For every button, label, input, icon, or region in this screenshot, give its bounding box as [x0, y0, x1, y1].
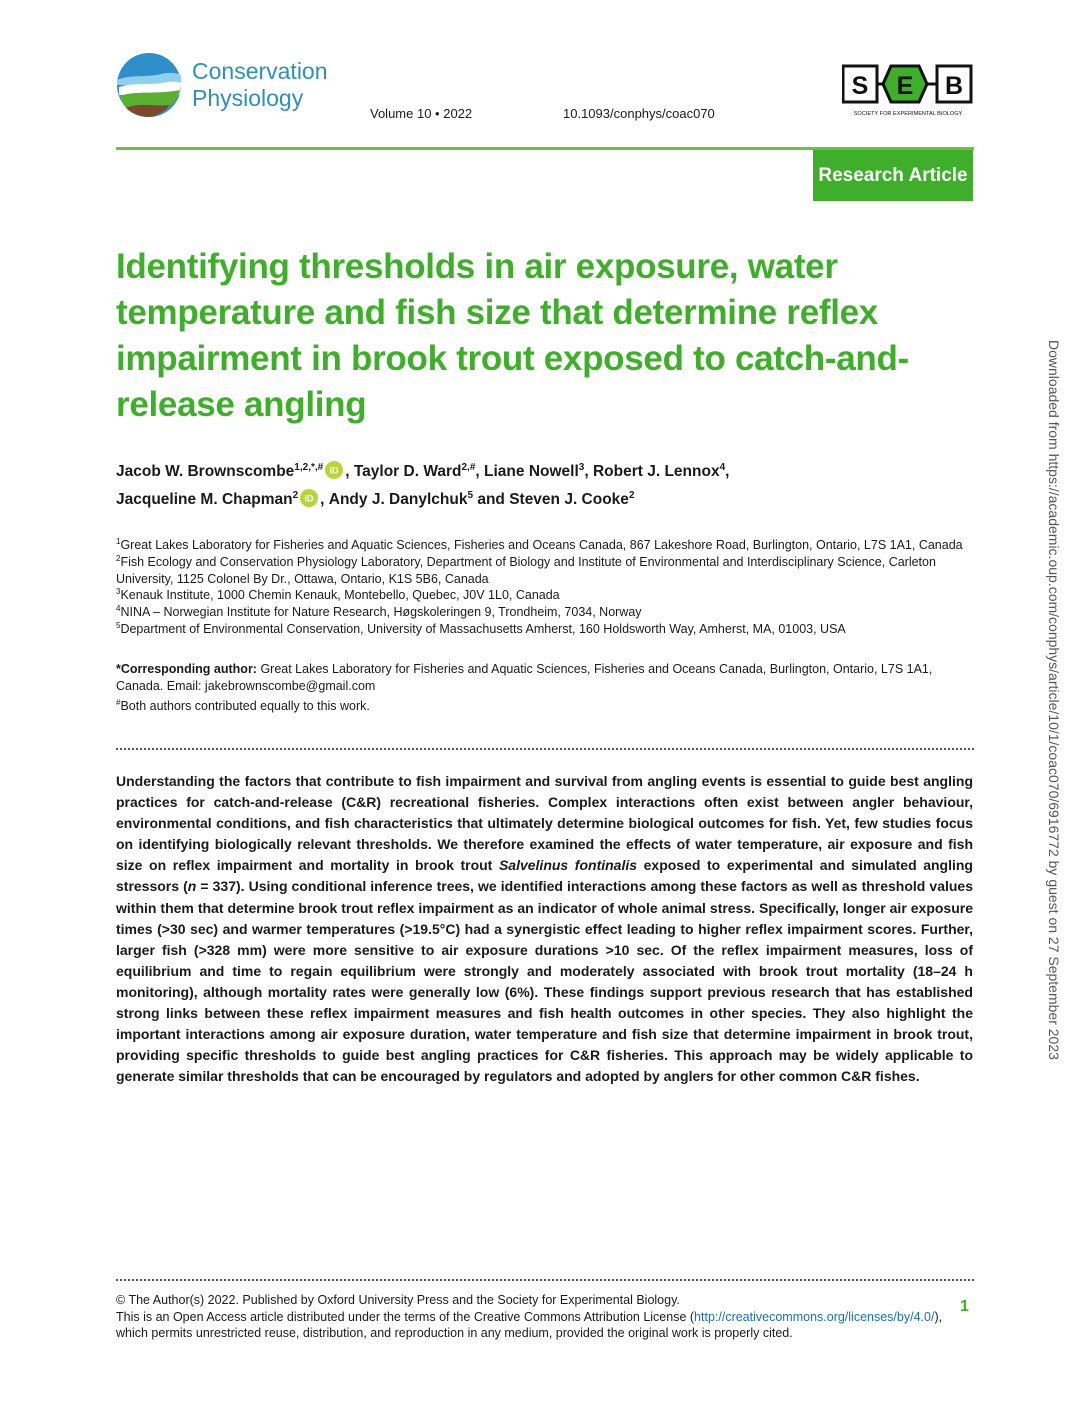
abstract: Understanding the factors that contribute to fish impairment and survival from angling events is essential to guide best angling practices for catch-and-release (C&R) recreational fisheries. Complex interactions often exist between angler behaviour, environmental conditions, and fish characteristics that ultimately determine biological outcomes for fish. Yet, few studies focus on identifying biologically relevant thresholds. We therefore examined the effects of water temperature, air exposure and fish size on reflex impairment and mortality in brook trout Salvelinus fontinalis exposed to experimental and simulated angling stressors (n = 337). Using conditional inference trees, we identified interactions among these factors as well as threshold values within them that determine brook trout reflex impairment as an indicator of whole animal stress. Specifically, longer air exposure times (>30 sec) and warmer temperatures (>19.5°C) had a synergistic effect leading to higher reflex impairment scores. Further, larger fish (>328 mm) were more sensitive to air exposure durations >10 sec. Of the reflex impairment measures, loss of equilibrium and time to regain equilibrium were strongly and moderately associated with brook trout mortality (18–24 h monitoring), although mortality rates were generally low (6%). These findings support previous research that has established strong links between these reflex impairment measures and fish health outcomes in other species. They also highlight the important interactions among air exposure duration, water temperature and fish size that determine impairment in brook trout, providing specific thresholds to guide best angling practices for C&R fisheries. This approach may be widely applicable to generate similar thresholds that can be encouraged by regulators and adopted by anglers for other common C&R fishes. — [116, 773, 973, 1085]
orcid-icon[interactable] — [300, 489, 318, 507]
journal-logo — [116, 52, 182, 118]
author-affiliation-mark: 2,# — [461, 461, 476, 473]
species-name: Salvelinus fontinalis — [498, 857, 638, 874]
svg-text:B: B — [944, 72, 964, 100]
article-title: Identifying thresholds in air exposure, water temperature and fish size that determine reflex impairment in brook trout exposed to catch-and-release angling — [116, 247, 909, 424]
seb-logo — [842, 64, 974, 118]
download-watermark: Downloaded from https://academic.oup.com/conphys/article/10/1/coac070/6916772 by guest on 27 September 2023 — [1046, 340, 1062, 1060]
volume-info: Volume 10 • 2022 — [370, 106, 473, 121]
author-affiliation-mark: 1,2,*,# — [294, 461, 324, 473]
svg-text:iD: iD — [329, 465, 339, 476]
author-name: Steven J. Cooke$^2$ — [509, 489, 635, 508]
article-type-badge: Research Article — [813, 150, 973, 201]
corresponding-label: *Corresponding author: — [116, 662, 257, 676]
svg-text:SOCIETY FOR EXPERIMENTAL BIOLO: SOCIETY FOR EXPERIMENTAL BIOLOGY — [853, 111, 963, 117]
svg-text:iD: iD — [304, 493, 314, 504]
author-name: Taylor D. Ward$^{2,\#}$, — [353, 461, 485, 480]
affiliation: $^4$NINA – Norwegian Institute for Nature Research, Høgskoleringen 9, Trondheim, 7034, Norway — [116, 604, 642, 620]
license-footer — [116, 1292, 956, 1342]
divider-bottom — [116, 1279, 974, 1281]
author-name: Jacqueline M. Chapman$^2$ iD , — [116, 489, 329, 508]
corresponding-author — [116, 661, 976, 715]
svg-text:S: S — [851, 72, 869, 100]
svg-text:E: E — [896, 72, 914, 100]
author-affiliation-mark: 2 — [628, 489, 635, 501]
author-affiliation-mark: 5 — [467, 489, 474, 501]
author-name: Andy J. Danylchuk$^5$ and — [328, 489, 510, 508]
author-affiliation-mark: 4 — [719, 461, 726, 473]
journal-name: Conservation Physiology — [192, 58, 328, 111]
copyright: © The Author(s) 2022. Published by Oxford University Press and the Society for Experimental Biology. — [116, 1293, 680, 1307]
author-name: Robert J. Lennox$^4$, — [592, 461, 730, 480]
equal-contrib-text: Both authors contributed equally to this work. — [120, 698, 370, 713]
license-text: This is an Open Access article distributed under the terms of the Creative Commons Attribution License (http://creativecommons.org/licenses/by/4.0/), which permits unrestricted reuse, distribution, and reproduction in any medium, provided the original work is properly cited. — [116, 1309, 943, 1340]
affiliations — [116, 537, 976, 638]
author-list — [116, 458, 976, 514]
author-affiliation-mark: 2 — [292, 489, 299, 501]
author-affiliation-mark: 3 — [578, 461, 585, 473]
corresponding-text: Great Lakes Laboratory for Fisheries and Aquatic Sciences, Fisheries and Oceans Canada, Burlington, Ontario, L7S 1A1, Canada. Email: jakebrownscombe@gmail.com — [116, 662, 933, 693]
divider-top — [116, 748, 974, 750]
affiliation: $^3$Kenauk Institute, 1000 Chemin Kenauk, Montebello, Quebec, J0V 1L0, Canada — [116, 587, 560, 603]
orcid-icon[interactable] — [325, 461, 343, 479]
doi: 10.1093/conphys/coac070 — [563, 106, 715, 121]
license-link[interactable]: http://creativecommons.org/licenses/by/4.0/ — [694, 1309, 935, 1324]
author-name: Liane Nowell$^3$, — [484, 461, 593, 480]
equal-contrib-mark: # — [116, 697, 121, 707]
affiliation: $^2$Fish Ecology and Conservation Physiology Laboratory, Department of Biology and Institute of Environmental and Interdisciplinary Science, Carleton University, 1125 Colonel By Dr., Ottawa, Ontario, K1S 5B6, Canada — [116, 553, 936, 586]
affiliation: $^5$Department of Environmental Conservation, University of Massachusetts Amherst, 160 Holdsworth Way, Amherst, MA, 01003, USA — [116, 620, 846, 636]
page-number: 1 — [960, 1298, 969, 1315]
affiliation: $^1$Great Lakes Laboratory for Fisheries and Aquatic Sciences, Fisheries and Oceans Canada, 867 Lakeshore Road, Burlington, Ontario, L7S 1A1, Canada — [116, 536, 963, 552]
author-name: Jacob W. Brownscombe$^{1,2,*,\#}$ iD , — [116, 461, 354, 480]
